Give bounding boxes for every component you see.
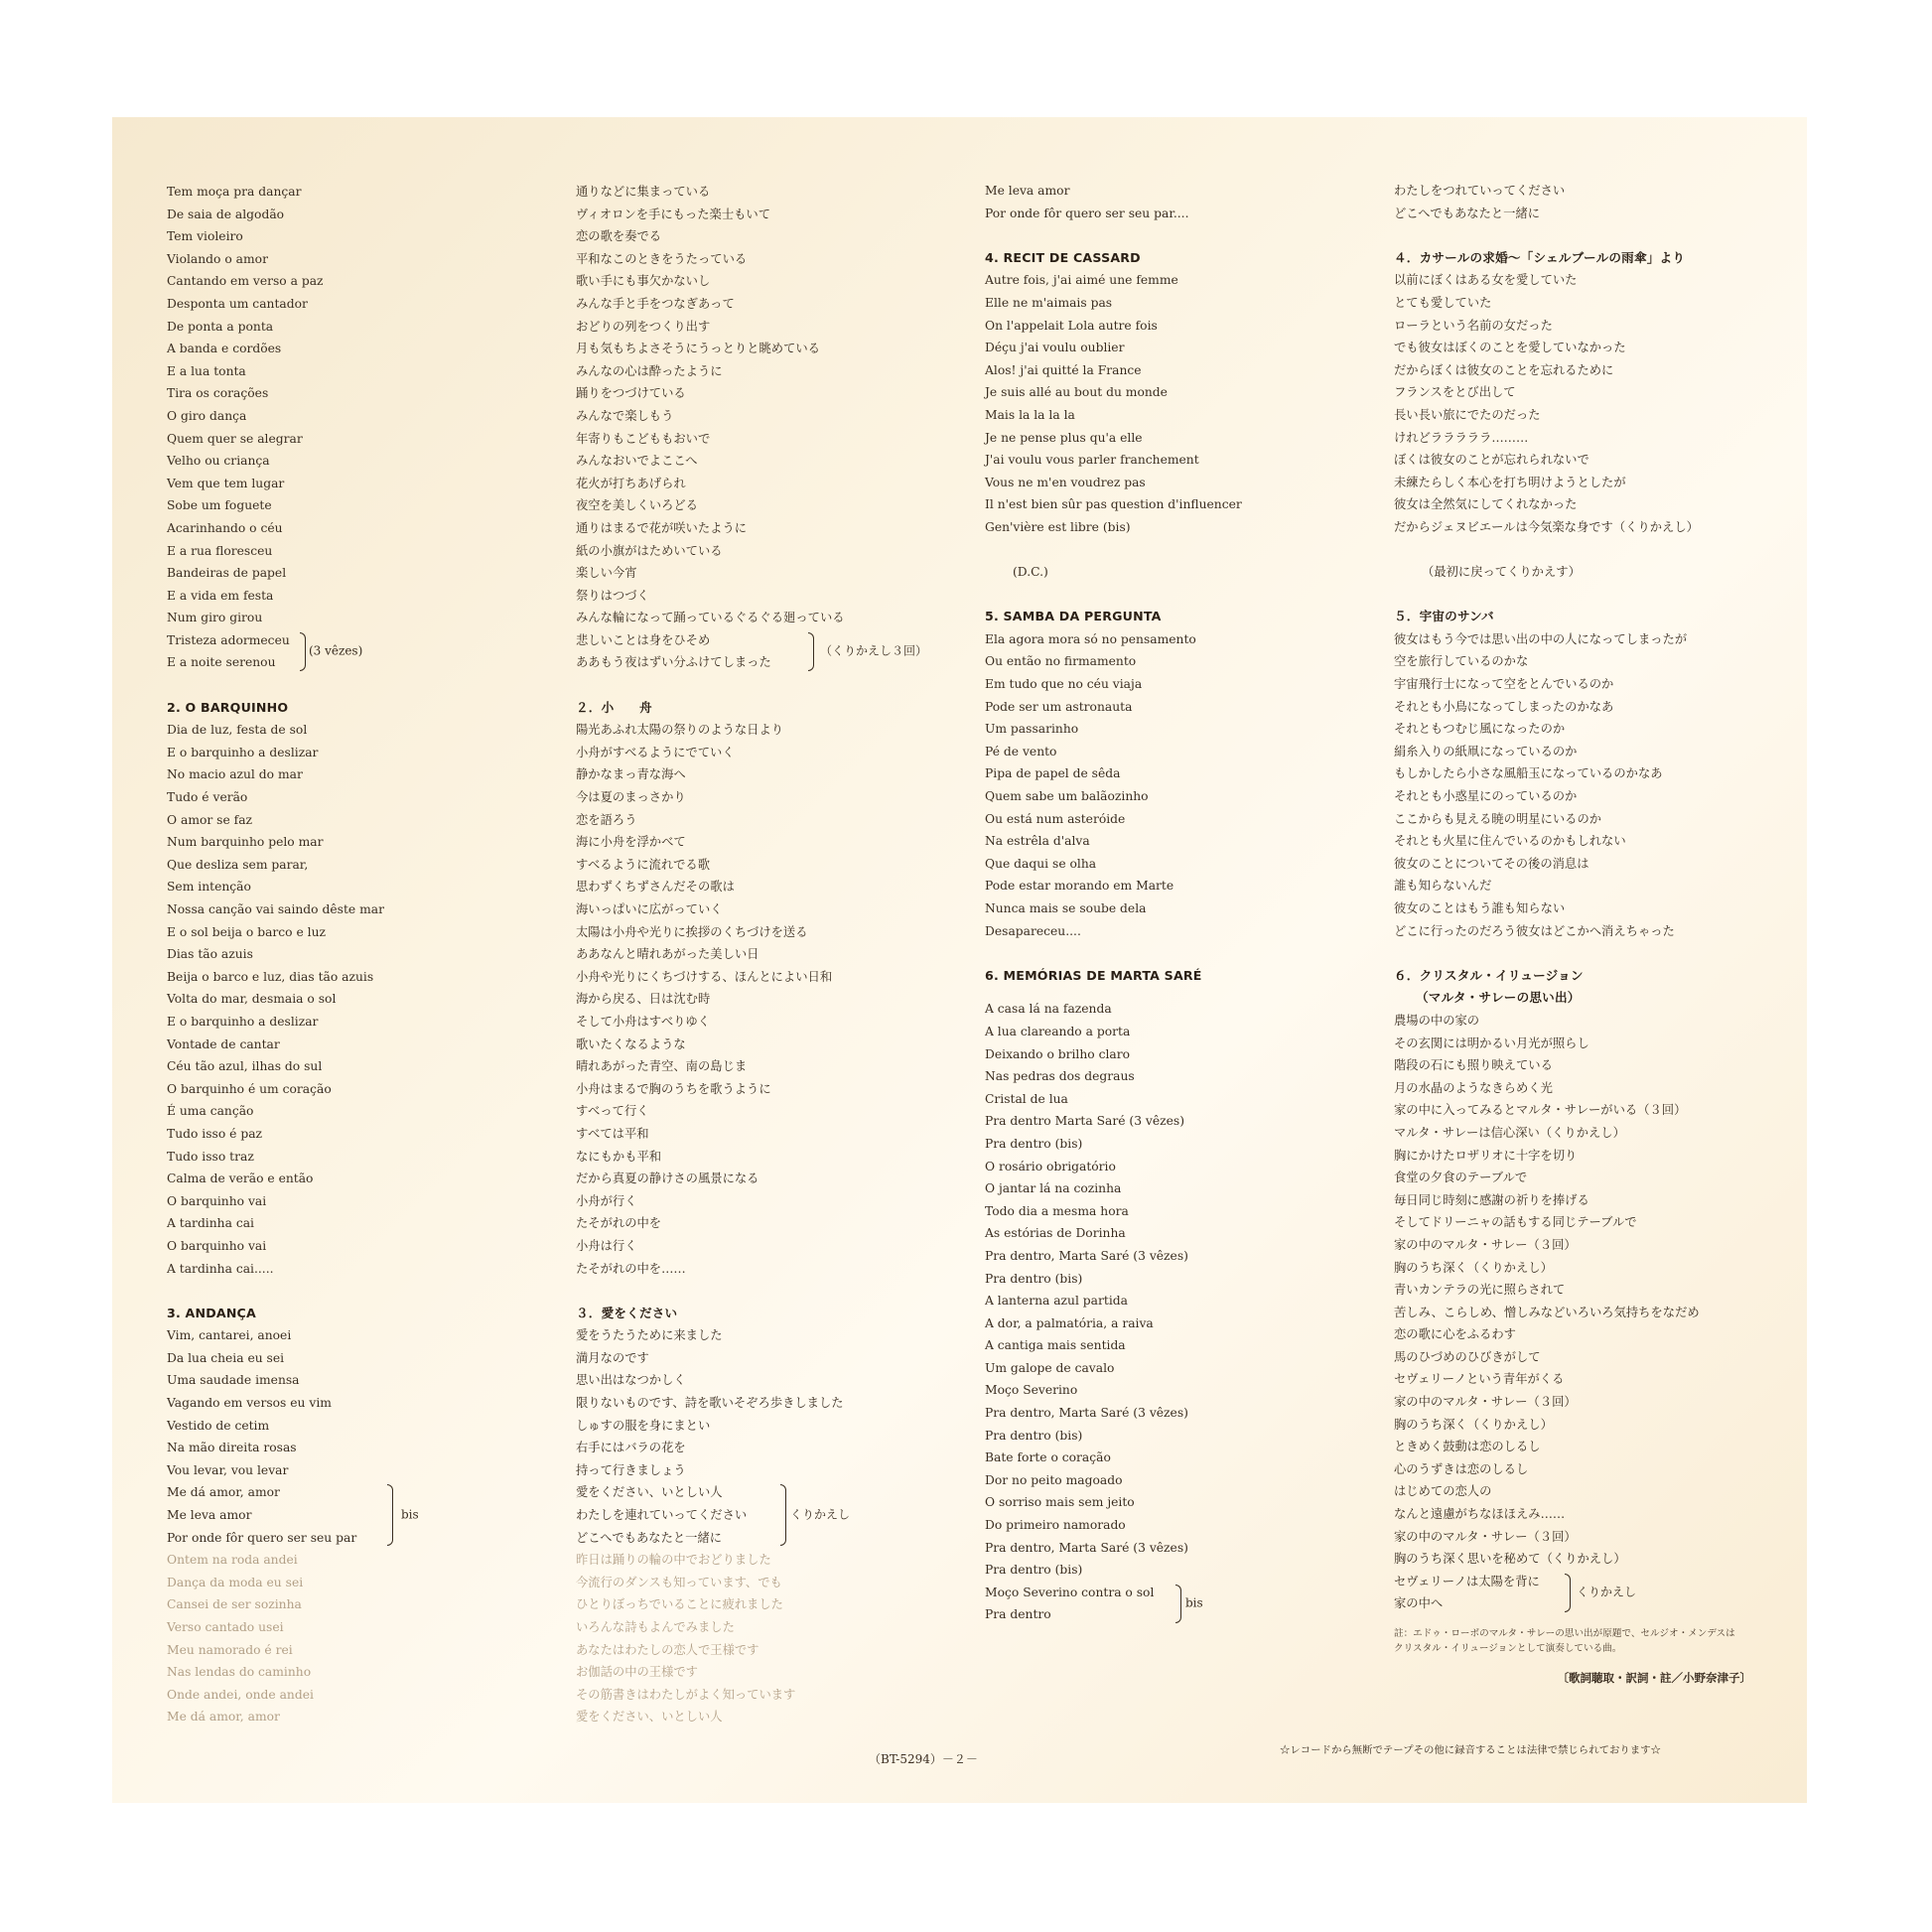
lyric-line: おどりの列をつくり出す <box>576 319 711 334</box>
lyric-line: Dança da moda eu sei <box>167 1575 304 1589</box>
lyric-line: Mais la la la la <box>985 407 1075 422</box>
lyric-line: Sobe um foguete <box>167 498 272 513</box>
lyric-line: 思い出はなつかしく <box>576 1373 686 1388</box>
lyric-line: だからジェヌビエールは今気楽な身です（くりかえし） <box>1394 519 1699 534</box>
section-heading: ２．小 舟 <box>576 699 652 715</box>
lyric-line: A banda e cordões <box>167 342 282 356</box>
lyric-line: Céu tão azul, ilhas do sul <box>167 1059 323 1074</box>
lyric-line: 宇宙飛行士になって空をとんでいるのか <box>1394 677 1614 692</box>
lyric-line: Vem que tem lugar <box>167 476 285 490</box>
lyric-line: マルタ・サレーは信心深い（くりかえし） <box>1394 1125 1625 1140</box>
lyric-line: 通りなどに集まっている <box>576 185 711 199</box>
lyric-line: O rosário obrigatório <box>985 1159 1116 1173</box>
lyric-line: だから真夏の静けさの風景になる <box>576 1172 759 1186</box>
lyric-line: みんな輪になって踊っているぐるぐる廻っている <box>576 611 845 625</box>
repeat-group <box>985 1582 1242 1626</box>
lyric-line: A cantiga mais sentida <box>985 1338 1126 1353</box>
lyric-line: Il n'est bien sûr pas question d'influencer <box>985 497 1242 512</box>
lyric-line: Ontem na roda andei <box>167 1553 298 1568</box>
lyric-line: 心のうずきは恋のしるし <box>1394 1461 1529 1476</box>
lyric-line: 紙の小旗がはためいている <box>576 543 723 558</box>
lyric-line: Moço Severino contra o sol <box>985 1585 1155 1599</box>
lyric-line: E a rua floresceu <box>167 543 273 558</box>
lyric-line: 歌い手にも事欠かないし <box>576 274 711 289</box>
lyric-line: ヴィオロンを手にもった楽士もいて <box>576 207 771 221</box>
lyric-line: Nossa canção vai saindo dêste mar <box>167 902 384 916</box>
column-2 <box>576 181 928 1728</box>
lyric-line: Tudo isso é paz <box>167 1126 263 1141</box>
repeat-group <box>167 1481 419 1549</box>
lyric-line: On l'appelait Lola autre fois <box>985 318 1158 333</box>
lyric-line: Velho ou criança <box>167 454 270 469</box>
lyric-line: Pra dentro (bis) <box>985 1563 1083 1578</box>
lyric-line: Desponta um cantador <box>167 296 308 311</box>
lyric-line: 海に小舟を浮かべて <box>576 835 686 850</box>
lyric-line: Que desliza sem parar, <box>167 857 309 872</box>
lyric-line: Pipa de papel de sêda <box>985 766 1121 781</box>
lyric-line: Acarinhando o céu <box>167 520 283 535</box>
lyric-line: はじめての恋人の <box>1394 1484 1492 1499</box>
lyric-line: しゅすの服を身にまとい <box>576 1418 711 1433</box>
lyric-line: もしかしたら小さな風船玉になっているのかなあ <box>1394 766 1663 781</box>
lyric-line: わたしをつれていってください <box>1394 184 1566 198</box>
lyric-line: 階段の石にも照り映えている <box>1394 1058 1553 1073</box>
lyric-line: セヴェリーノは太陽を背に <box>1394 1574 1540 1588</box>
lyric-line: 家の中のマルタ・サレー（３回） <box>1394 1395 1577 1410</box>
lyric-line: 以前にぼくはある女を愛していた <box>1394 273 1578 288</box>
lyric-line: 胸にかけたロザリオに十字を切り <box>1394 1148 1578 1163</box>
lyric-line: Meu namorado é rei <box>167 1642 293 1657</box>
lyric-line: J'ai voulu vous parler franchement <box>985 453 1199 468</box>
lyric-line: Ou então no firmamento <box>985 654 1137 669</box>
lyric-line: 愛をうたうために来ました <box>576 1328 723 1343</box>
lyric-line: 月の水晶のようなきらめく光 <box>1394 1080 1553 1095</box>
lyric-line: Na mão direita rosas <box>167 1441 297 1455</box>
column-1 <box>167 181 419 1728</box>
lyric-line: たそがれの中を <box>576 1216 662 1231</box>
repeat-label: くりかえし <box>790 1508 851 1523</box>
lyric-line: Volta do mar, desmaia o sol <box>167 992 337 1007</box>
lyric-line: すべては平和 <box>576 1126 649 1141</box>
lyric-line: わたしを連れていってください <box>576 1508 748 1523</box>
lyric-line: Pode estar morando em Marte <box>985 879 1174 894</box>
lyric-line: Ou está num asteróide <box>985 811 1126 826</box>
lyric-line: どこへでもあなたと一緒に <box>1394 206 1541 220</box>
lyric-line: Tira os corações <box>167 386 269 401</box>
repeat-brace <box>300 632 306 671</box>
lyric-line: すべって行く <box>576 1104 649 1119</box>
lyric-line: E a noite serenou <box>167 655 276 670</box>
lyric-line: 持って行きましょう <box>576 1462 686 1477</box>
lyric-line: Je suis allé au bout du monde <box>985 385 1168 400</box>
lyric-line: A tardinha cai..... <box>167 1261 274 1276</box>
lyric-line: Vontade de cantar <box>167 1036 280 1051</box>
section-heading: ３．愛をください <box>576 1305 678 1320</box>
lyric-line: 小舟が行く <box>576 1193 637 1208</box>
section-subheading: （マルタ・サレーの思い出） <box>1416 990 1581 1006</box>
repeat-label: bis <box>401 1508 419 1523</box>
lyric-line: どこに行ったのだろう彼女はどこかへ消えちゃった <box>1394 923 1675 938</box>
lyric-line: 晴れあがった青空、南の島じま <box>576 1059 748 1074</box>
lyric-line: Nas lendas do caminho <box>167 1665 312 1680</box>
lyric-line: 青いカンテラの光に照らされて <box>1394 1283 1566 1298</box>
lyric-line: Quem sabe um balãozinho <box>985 789 1149 804</box>
lyric-line: De saia de algodão <box>167 207 285 221</box>
lyric-line: 小舟は行く <box>576 1238 637 1253</box>
lyric-line: ああもう夜はずい分ふけてしまった <box>576 655 771 670</box>
lyric-line: みんなおいでよここへ <box>576 454 698 469</box>
lyric-line: 平和なこのときをうたっている <box>576 251 748 266</box>
lyric-line: A lua clareando a porta <box>985 1024 1131 1038</box>
lyric-line: 右手にはバラの花を <box>576 1441 686 1455</box>
lyric-line: As estórias de Dorinha <box>985 1226 1126 1241</box>
lyric-line: 海から戻る、日は沈む時 <box>576 992 711 1007</box>
lyric-line: 家の中に入ってみるとマルタ・サレーがいる（３回） <box>1394 1103 1687 1118</box>
repeat-brace <box>387 1484 393 1546</box>
lyric-line: Pra dentro, Marta Saré (3 vêzes) <box>985 1248 1188 1263</box>
lyric-line: 未練たらしく本心を打ち明けようとしたが <box>1394 475 1626 489</box>
lyric-line: そして小舟はすべりゆく <box>576 1014 711 1029</box>
repeat-group <box>576 629 928 674</box>
lyric-line: Moço Severino <box>985 1383 1078 1398</box>
lyric-line: 馬のひづめのひびきがして <box>1394 1349 1541 1364</box>
lyric-line: 小舟や光りにくちづけする、ほんとによい日和 <box>576 969 833 984</box>
lyric-line: A dor, a palmatória, a raiva <box>985 1315 1154 1330</box>
lyric-line: 海いっぱいに広がっていく <box>576 902 723 916</box>
lyric-line: Um galope de cavalo <box>985 1360 1115 1375</box>
section-heading: 5. SAMBA DA PERGUNTA <box>985 609 1162 624</box>
lyric-line: Todo dia a mesma hora <box>985 1203 1129 1218</box>
lyric-line: 家の中のマルタ・サレー（３回） <box>1394 1237 1577 1252</box>
lyric-line: ぼくは彼女のことが忘れられないで <box>1394 453 1589 468</box>
lyric-line: Tem violeiro <box>167 229 243 244</box>
lyric-line: あなたはわたしの恋人で王様です <box>576 1642 759 1657</box>
lyric-line: セヴェリーノという青年がくる <box>1394 1372 1565 1387</box>
lyric-line: 農場の中の家の <box>1394 1013 1480 1028</box>
da-capo-mark: (D.C.) <box>1013 565 1048 580</box>
lyric-line: ここからも見える暁の明星にいるのか <box>1394 811 1602 826</box>
lyric-line: 静かなまっ青な海へ <box>576 767 686 782</box>
lyric-line: Dor no peito magoado <box>985 1472 1123 1487</box>
section-heading: 4. RECIT DE CASSARD <box>985 249 1141 265</box>
lyric-line: 家の中へ <box>1394 1596 1444 1611</box>
lyric-line: どこへでもあなたと一緒に <box>576 1530 723 1545</box>
lyric-line: 今は夏のまっさかり <box>576 790 686 805</box>
lyric-line: 彼女は全然気にしてくれなかった <box>1394 497 1578 512</box>
repeat-from-start-mark: （最初に戻ってくりかえす） <box>1422 565 1581 580</box>
lyric-line: だからぼくは彼女のことを忘れるために <box>1394 362 1614 377</box>
lyric-line: いろんな詩もよんでみました <box>576 1620 735 1634</box>
lyric-line: Da lua cheia eu sei <box>167 1350 285 1365</box>
lyric-line: Por onde fôr quero ser seu par.... <box>985 206 1189 220</box>
lyric-line: Dias tão azuis <box>167 947 253 962</box>
lyric-line: Tem moça pra dançar <box>167 185 302 199</box>
section-heading: 2. O BARQUINHO <box>167 699 289 715</box>
lyric-line: 彼女のことについてその後の消息は <box>1394 856 1589 871</box>
lyric-line: Cristal de lua <box>985 1091 1068 1106</box>
lyric-line: 胸のうち深く（くりかえし） <box>1394 1260 1553 1275</box>
lyric-line: Tristeza adormeceu <box>167 632 290 647</box>
lyric-line: 彼女のことはもう誰も知らない <box>1394 901 1566 915</box>
lyric-line: Violando o amor <box>167 251 268 266</box>
lyric-line: Vous ne m'en voudrez pas <box>985 475 1146 489</box>
lyric-line: 長い長い旅にでたのだった <box>1394 407 1541 422</box>
lyric-line: 小舟がすべるようにでていく <box>576 745 735 759</box>
section-heading: 3. ANDANÇA <box>167 1305 256 1320</box>
lyric-line: 思わずくちずさんだその歌は <box>576 880 735 895</box>
lyric-line: ときめく鼓動は恋のしるし <box>1394 1440 1541 1454</box>
lyric-line: 胸のうち深く（くりかえし） <box>1394 1417 1553 1432</box>
lyric-line: Déçu j'ai voulu oublier <box>985 341 1125 355</box>
lyric-line: ローラという名前の女だった <box>1394 318 1553 333</box>
lyric-line: Pra dentro Marta Saré (3 vêzes) <box>985 1114 1185 1129</box>
lyric-line: Gen'vière est libre (bis) <box>985 519 1131 534</box>
lyric-line: E o barquinho a deslizar <box>167 745 319 759</box>
lyric-line: けれどラララララ……… <box>1394 430 1529 445</box>
lyric-line: Vestido de cetim <box>167 1418 270 1433</box>
lyric-line: A tardinha cai <box>167 1216 254 1231</box>
lyric-line: そしてドリーニャの話もする同じテーブルで <box>1394 1215 1637 1230</box>
lyric-line: Pra dentro (bis) <box>985 1271 1083 1286</box>
repeat-label: (3 vêzes) <box>309 644 363 659</box>
repeat-label: くりかえし <box>1577 1586 1637 1600</box>
lyric-line: 恋を語ろう <box>576 812 637 827</box>
lyric-line: Vim, cantarei, anoei <box>167 1328 292 1343</box>
column-3 <box>985 180 1242 1626</box>
lyric-line: Je ne pense plus qu'a elle <box>985 430 1143 445</box>
section-heading: 6. MEMÓRIAS DE MARTA SARÉ <box>985 967 1202 983</box>
lyric-line: 小舟はまるで胸のうちを歌うように <box>576 1081 771 1096</box>
lyric-line: 絹糸入りの紙凧になっているのか <box>1394 744 1578 759</box>
lyric-line: 愛をください、いとしい人 <box>576 1485 723 1500</box>
lyric-line: Vagando em versos eu vim <box>167 1396 332 1411</box>
lyric-line: Me leva amor <box>985 184 1070 198</box>
lyric-line: Alos! j'ai quitté la France <box>985 362 1142 377</box>
lyric-line: 誰も知らないんだ <box>1394 879 1492 894</box>
lyric-line: Deixando o brilho claro <box>985 1046 1131 1061</box>
lyric-line: 恋の歌に心をふるわす <box>1394 1327 1516 1342</box>
lyric-line: お伽話の中の王様です <box>576 1665 698 1680</box>
lyric-line: Na estrêla d'alva <box>985 834 1090 849</box>
copyright-notice: ☆レコードから無断でテープその他に録音することは法律で禁じられております☆ <box>1280 1744 1661 1756</box>
lyric-line: 今流行のダンスも知っています、でも <box>576 1575 782 1589</box>
lyric-line: Bandeiras de papel <box>167 566 287 581</box>
lyric-line: みんな手と手をつなぎあって <box>576 296 735 311</box>
lyric-line: ああなんと晴れあがった美しい日 <box>576 947 759 962</box>
lyric-line: 恋の歌を奏でる <box>576 229 662 244</box>
lyric-line: 月も気もちよさそうにうっとりと眺めている <box>576 342 820 356</box>
lyric-line: O jantar lá na cozinha <box>985 1181 1122 1196</box>
lyric-line: Bate forte o coração <box>985 1450 1111 1465</box>
lyric-line: みんなで楽しもう <box>576 408 674 423</box>
lyric-line: Me dá amor, amor <box>167 1485 280 1500</box>
lyric-line: Uma saudade imensa <box>167 1373 300 1388</box>
lyric-line: Dia de luz, festa de sol <box>167 723 308 738</box>
section-heading: ６．クリスタル・イリュージョン <box>1394 967 1584 983</box>
lyric-line: Num barquinho pelo mar <box>167 835 324 850</box>
lyric-line: Autre fois, j'ai aimé une femme <box>985 273 1178 288</box>
lyric-line: Por onde fôr quero ser seu par <box>167 1530 357 1545</box>
lyric-line: Pra dentro, Marta Saré (3 vêzes) <box>985 1406 1188 1421</box>
translation-credit: 〔歌詞聴取・訳詞・註／小野奈津子〕 <box>1557 1671 1751 1685</box>
lyric-line: Elle ne m'aimais pas <box>985 295 1113 310</box>
lyric-line: Sem intenção <box>167 880 251 895</box>
repeat-group <box>576 1481 851 1549</box>
lyric-line: Do primeiro namorado <box>985 1518 1126 1533</box>
lyric-line: E o sol beija o barco e luz <box>167 924 326 939</box>
lyric-line: 悲しいことは身をひそめ <box>576 632 711 647</box>
lyric-line: Em tudo que no céu viaja <box>985 677 1143 692</box>
lyric-line: すべるように流れでる歌 <box>576 857 711 872</box>
lyric-line: O barquinho vai <box>167 1238 267 1253</box>
lyric-line: Nunca mais se soube dela <box>985 901 1147 915</box>
lyric-line: 限りないものです、詩を歌いそぞろ歩きしました <box>576 1396 844 1411</box>
lyric-line: Tudo é verão <box>167 790 248 805</box>
lyric-line: Pra dentro (bis) <box>985 1136 1083 1151</box>
lyric-line: フランスをとび出して <box>1394 385 1516 400</box>
lyric-line: Pra dentro (bis) <box>985 1428 1083 1443</box>
lyric-line: O barquinho é um coração <box>167 1081 332 1096</box>
lyric-line: 彼女はもう今では思い出の中の人になってしまったが <box>1394 631 1688 646</box>
repeat-brace <box>808 632 814 671</box>
lyric-line: 家の中のマルタ・サレー（３回） <box>1394 1529 1577 1544</box>
repeat-group <box>167 629 384 674</box>
column-4 <box>1394 180 1751 1690</box>
lyric-line: Cansei de ser sozinha <box>167 1597 302 1612</box>
lyric-line: Calma de verão e então <box>167 1172 314 1186</box>
lyric-line: Pra dentro <box>985 1607 1051 1622</box>
lyric-line: 通りはまるで花が咲いたように <box>576 520 748 535</box>
lyric-line: A lanterna azul partida <box>985 1294 1128 1309</box>
lyric-line: 毎日同じ時刻に感謝の祈りを捧げる <box>1394 1192 1589 1207</box>
lyric-line: O amor se faz <box>167 812 253 827</box>
lyric-line: 空を旅行しているのかな <box>1394 654 1529 669</box>
lyric-line: 歌いたくなるような <box>576 1036 686 1051</box>
lyric-line: Me dá amor, amor <box>167 1710 280 1725</box>
lyric-line: O sorriso mais sem jeito <box>985 1495 1135 1510</box>
lyric-line: E a lua tonta <box>167 363 246 378</box>
lyric-line: De ponta a ponta <box>167 319 274 334</box>
lyric-line: E o barquinho a deslizar <box>167 1014 319 1029</box>
lyric-line: 楽しい今宵 <box>576 566 637 581</box>
repeat-brace <box>780 1484 786 1546</box>
lyric-line: Pra dentro, Marta Saré (3 vêzes) <box>985 1540 1188 1555</box>
lyric-line: E a vida em festa <box>167 588 274 603</box>
lyric-line: みんなの心は酔ったように <box>576 363 723 378</box>
lyric-line: 陽光あふれ太陽の祭りのような日より <box>576 723 784 738</box>
lyric-line: その筋書きはわたしがよく知っています <box>576 1687 796 1702</box>
lyric-line: 苦しみ、こらしめ、憎しみなどいろいろ気持ちをなだめ <box>1394 1305 1700 1319</box>
repeat-brace <box>1175 1585 1181 1623</box>
lyric-line: なにもかも平和 <box>576 1149 662 1164</box>
lyric-line: Um passarinho <box>985 722 1079 737</box>
lyric-line: それともつむじ風になったのか <box>1394 722 1566 737</box>
lyric-line: ひとりぼっちでいることに疲れました <box>576 1597 783 1612</box>
lyric-line: 満月なのです <box>576 1350 649 1365</box>
lyric-line: たそがれの中を…… <box>576 1261 686 1276</box>
lyric-line: でも彼女はぼくのことを愛していなかった <box>1394 341 1626 355</box>
lyric-line: Pé de vento <box>985 744 1057 759</box>
lyric-line: A casa lá na fazenda <box>985 1002 1112 1017</box>
lyric-line: その玄関には明かるい月光が照らし <box>1394 1035 1589 1050</box>
lyric-line: No macio azul do mar <box>167 767 303 782</box>
lyric-line: Pode ser um astronauta <box>985 699 1133 714</box>
repeat-brace <box>1565 1574 1571 1612</box>
lyric-line: Tudo isso traz <box>167 1149 254 1164</box>
lyric-line: 食堂の夕食のテーブルで <box>1394 1171 1528 1185</box>
lyric-line: Que daqui se olha <box>985 856 1097 871</box>
section-heading: ４．カサールの求婚～「シェルブールの雨傘」より <box>1394 249 1686 265</box>
lyric-line: Me leva amor <box>167 1508 252 1523</box>
lyric-line: それとも火星に住んでいるのかもしれない <box>1394 834 1626 849</box>
lyric-line: 昨日は踊りの輪の中でおどりました <box>576 1553 771 1568</box>
lyric-line: 花火が打ちあげられ <box>576 476 686 490</box>
section-heading: ５．宇宙のサンバ <box>1394 609 1494 624</box>
catalog-number: （BT-5294）－２－ <box>869 1752 978 1766</box>
lyric-line: Ela agora mora só no pensamento <box>985 631 1196 646</box>
repeat-label: bis <box>1185 1596 1203 1611</box>
lyric-line: 祭りはつづく <box>576 588 649 603</box>
lyric-line: とても愛していた <box>1394 295 1492 310</box>
lyric-line: 踊りをつづけている <box>576 386 686 401</box>
lyric-line: それとも小鳥になってしまったのかなあ <box>1394 699 1614 714</box>
lyric-line: 太陽は小舟や光りに挨拶のくちづけを送る <box>576 924 808 939</box>
lyric-line: 胸のうち深く思いを秘めて（くりかえし） <box>1394 1552 1626 1567</box>
footnote: 註：エドゥ・ローボのマルタ・サレーの思い出が原題で、セルジオ・メンデスはクリスタル・イリュージョンとして演奏している曲。 <box>1394 1628 1735 1654</box>
lyric-line: Quem quer se alegrar <box>167 431 303 446</box>
lyric-line: Verso cantado usei <box>167 1620 284 1634</box>
lyric-line: O barquinho vai <box>167 1193 267 1208</box>
lyric-line: É uma canção <box>167 1104 254 1119</box>
repeat-group <box>1394 1571 1751 1615</box>
lyric-line: なんと遠慮がちなほほえみ…… <box>1394 1507 1566 1522</box>
lyric-line: Num giro girou <box>167 611 263 625</box>
lyric-line: 夜空を美しくいろどる <box>576 498 698 513</box>
repeat-label: （くりかえし３回） <box>820 644 928 659</box>
lyric-line: それとも小惑星にのっているのか <box>1394 789 1578 804</box>
lyric-line: Beija o barco e luz, dias tão azuis <box>167 969 374 984</box>
lyric-line: 愛をください、いとしい人 <box>576 1710 723 1725</box>
lyric-line: Nas pedras dos degraus <box>985 1069 1135 1084</box>
lyric-line: Desapareceu.... <box>985 923 1081 938</box>
lyric-line: 年寄りもこどももおいで <box>576 431 711 446</box>
lyric-line: Vou levar, vou levar <box>167 1462 289 1477</box>
lyric-line: O giro dança <box>167 408 247 423</box>
lyric-line: Cantando em verso a paz <box>167 274 324 289</box>
lyric-line: Onde andei, onde andei <box>167 1687 314 1702</box>
